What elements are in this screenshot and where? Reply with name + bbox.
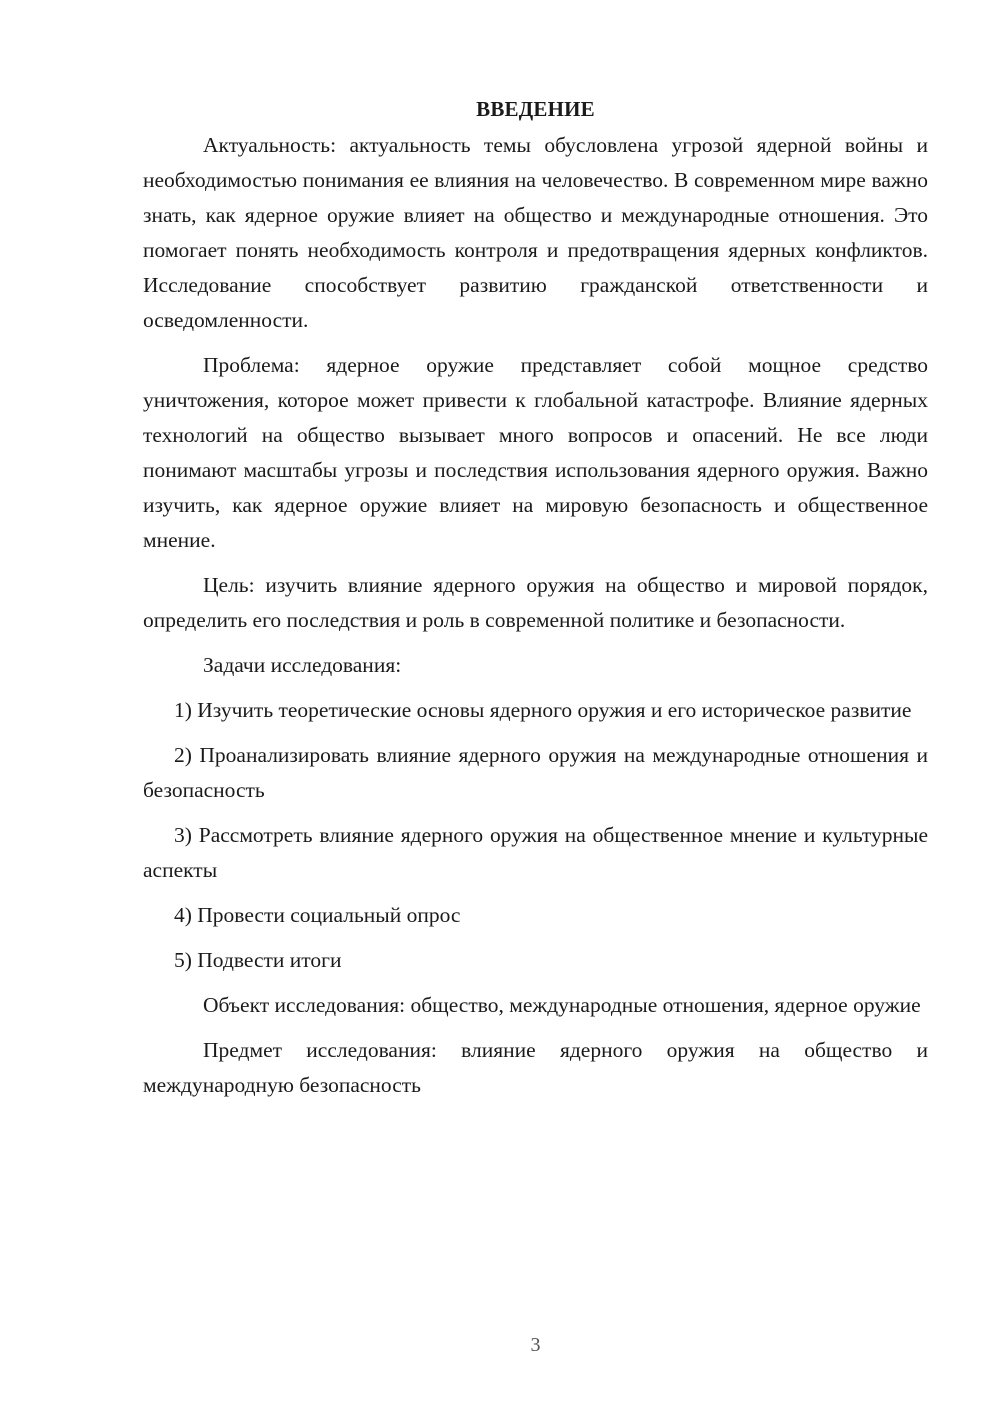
actuality-paragraph <box>143 128 928 338</box>
page-title: ВВЕДЕНИЕ <box>476 97 595 121</box>
page-number: 3 <box>530 1334 541 1356</box>
tasks-heading: Задачи исследования: <box>203 653 402 677</box>
task-item-3: 3) Рассмотреть влияние ядерного оружия на общественное мнение и культурные аспекты <box>143 823 928 882</box>
page-content <box>143 92 928 1113</box>
goal-label: Цель: <box>203 573 255 597</box>
subject-label: Предмет исследования: <box>203 1038 437 1062</box>
task-item-2: 2) Проанализировать влияние ядерного оружия на международные отношения и безопасность <box>143 743 928 802</box>
problem-paragraph <box>143 348 928 558</box>
actuality-label: Актуальность: <box>203 133 337 157</box>
subject-text: влияние ядерного оружия на общество и международную безопасность <box>143 1038 928 1097</box>
task-item-1: 1) Изучить теоретические основы ядерного оружия и его историческое развитие <box>174 698 912 722</box>
problem-label: Проблема: <box>203 353 300 377</box>
task-item-4: 4) Провести социальный опрос <box>174 903 461 927</box>
problem-text: ядерное оружие представляет собой мощное средство уничтожения, которое может привести к глобальной катастрофе. Влияние ядерных технологий на общество вызывает много вопросов и опасений. Не все люди понимают масштабы угрозы и последствия использования ядерного оружия. Важно изучить, как ядерное оружие влияет на мировую безопасность и общественное мнение. <box>143 353 928 552</box>
object-text: общество, международные отношения, ядерное оружие <box>410 993 921 1017</box>
goal-paragraph <box>143 568 928 638</box>
task-item-5: 5) Подвести итоги <box>174 948 342 972</box>
object-paragraph <box>143 988 928 1023</box>
object-label: Объект исследования: <box>203 993 406 1017</box>
actuality-text: актуальность темы обусловлена угрозой ядерной войны и необходимостью понимания ее влияния на человечество. В современном мире важно знать, как ядерное оружие влияет на общество и международные отношения. Это помогает понять необходимость контроля и предотвращения ядерных конфликтов. Исследование способствует развитию гражданской ответственности и осведомленности. <box>143 133 929 332</box>
goal-text: изучить влияние ядерного оружия на общество и мировой порядок, определить его последствия и роль в современной политике и безопасности. <box>143 573 928 632</box>
subject-paragraph <box>143 1033 928 1103</box>
